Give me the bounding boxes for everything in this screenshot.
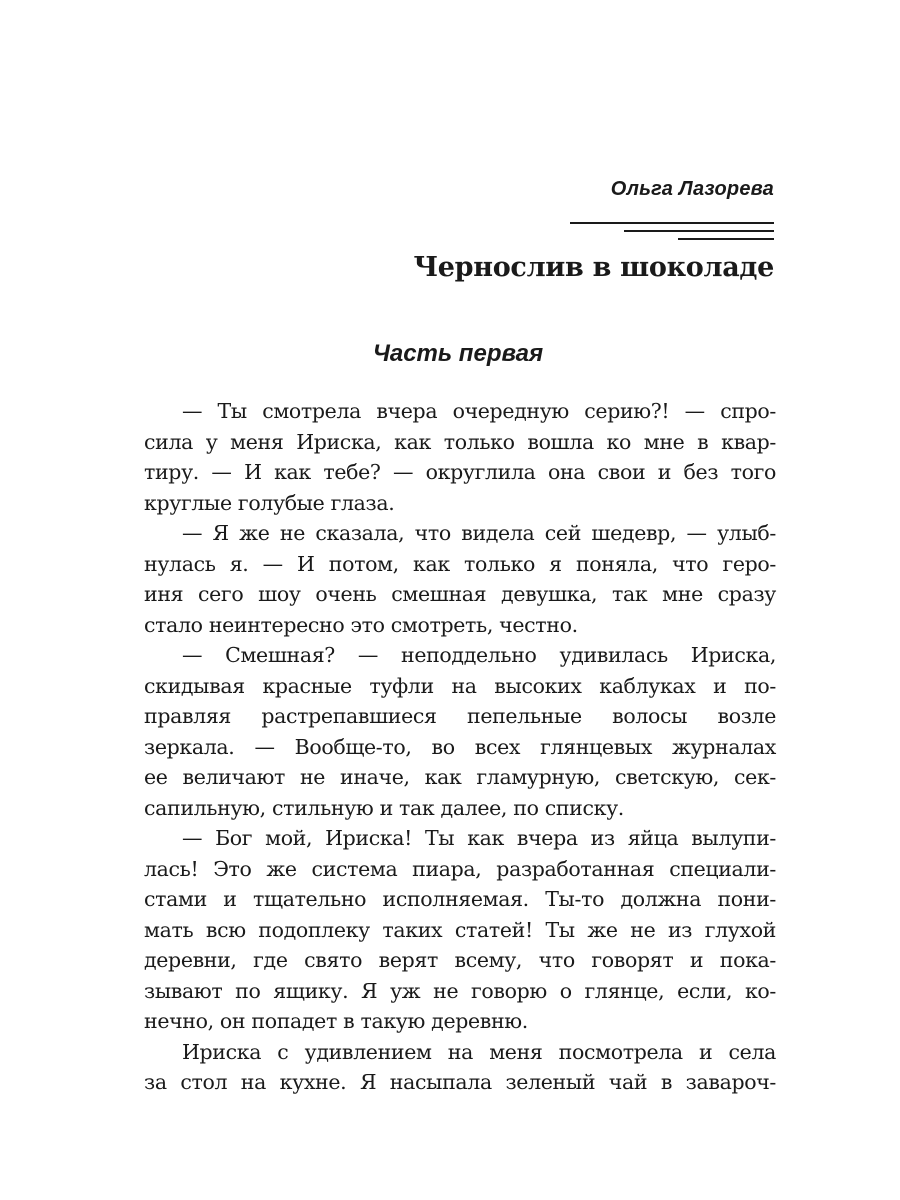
body-text <box>144 396 776 1098</box>
decorative-rule-2 <box>624 230 774 232</box>
text-line: правляя растрепавшиеся пепельные волосы возле <box>144 704 776 728</box>
chapter-title: Часть первая <box>372 340 544 367</box>
text-line: стами и тщательно исполняемая. Ты-то должна пони- <box>144 887 776 911</box>
text-line: тиру. — И как тебе? — округлила она свои и без того <box>144 460 776 484</box>
text-line: мать всю подоплеку таких статей! Ты же не из глухой <box>144 917 776 942</box>
text-line: сапильную, стильную и так далее, по списку. <box>144 795 624 820</box>
text-line: за стол на кухне. Я насыпала зеленый чай в завароч- <box>144 1070 776 1094</box>
text-line: — Смешная? — неподдельно удивилась Ириска, <box>182 643 776 667</box>
text-line: Ириска с удивлением на меня посмотрела и села <box>182 1039 776 1064</box>
text-line: скидывая красные туфли на высоких каблуках и по- <box>144 673 776 698</box>
text-line: — Ты смотрела вчера очередную серию?! — спро- <box>182 399 776 423</box>
text-line: стало неинтересно это смотреть, честно. <box>144 612 578 637</box>
text-line: ее величают не иначе, как гламурную, светскую, сек- <box>144 765 776 789</box>
text-line: — Бог мой, Ириска! Ты как вчера из яйца вылупи- <box>182 826 776 850</box>
text-line: нулась я. — И потом, как только я поняла, что геро- <box>144 551 776 576</box>
text-line: нечно, он попадет в такую деревню. <box>144 1009 528 1033</box>
text-line: деревни, где свято верят всему, что говорят и пока- <box>144 948 776 972</box>
book-title: Чернослив в шоколаде <box>413 252 774 283</box>
text-line: сила у меня Ириска, как только вошла ко мне в квар- <box>144 429 776 454</box>
text-line: зеркала. — Вообще-то, во всех глянцевых журналах <box>144 734 776 759</box>
text-line: круглые голубые глаза. <box>144 490 395 515</box>
text-line: лась! Это же система пиара, разработанная специали- <box>144 856 776 881</box>
running-header-author: Ольга Лазорева <box>610 178 774 200</box>
text-line: иня сего шоу очень смешная девушка, так мне сразу <box>144 582 776 606</box>
decorative-rule-3 <box>678 238 774 240</box>
text-line: зывают по ящику. Я уж не говорю о глянце, если, ко- <box>144 978 776 1003</box>
text-line: — Я же не сказала, что видела сей шедевр, — улыб- <box>182 521 776 545</box>
decorative-rule-1 <box>570 222 774 224</box>
